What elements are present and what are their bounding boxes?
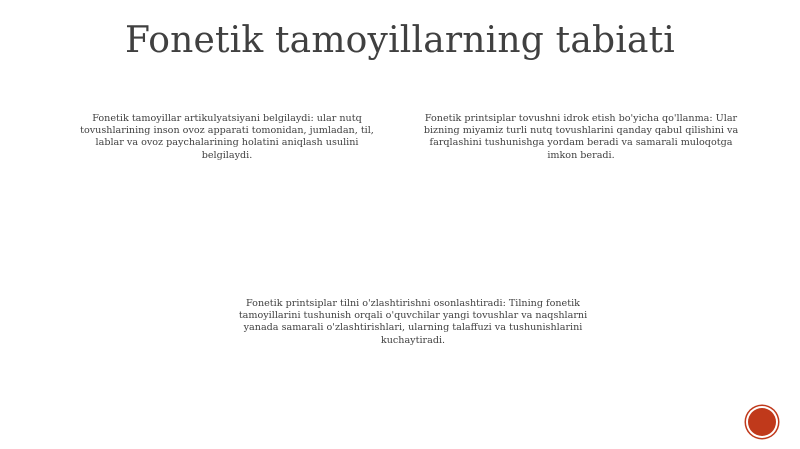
slide-title: Fonetik tamoyillarning tabiati <box>124 20 675 61</box>
circle-nav-icon[interactable] <box>748 408 776 436</box>
text-block-articulation: Fonetik tamoyillar artikulyatsiyani belgilaydi: ular nutq tovushlarining inson ovoz apparati tomonidan, jumladan, til, lablar va ovoz paychalarining holatini aniqlash usulini belgilaydi. <box>80 113 374 161</box>
text-block-perception: Fonetik printsiplar tovushni idrok etish bo'yicha qo'llanma: Ular bizning miyamiz turli nutq tovushlarini qanday qabul qilishini va farqlashini tushunishga yordam beradi va samarali muloqotga imkon beradi. <box>423 113 739 161</box>
text-block-acquisition: Fonetik printsiplar tilni o'zlashtirishni osonlashtiradi: Tilning fonetik tamoyillarini tushunish orqali o'quvchilar yangi tovushlar va naqshlarni yanada samarali o'zlashtirishlari, ularning talaffuzi va tushunishlarini kuchaytiradi. <box>238 298 588 346</box>
